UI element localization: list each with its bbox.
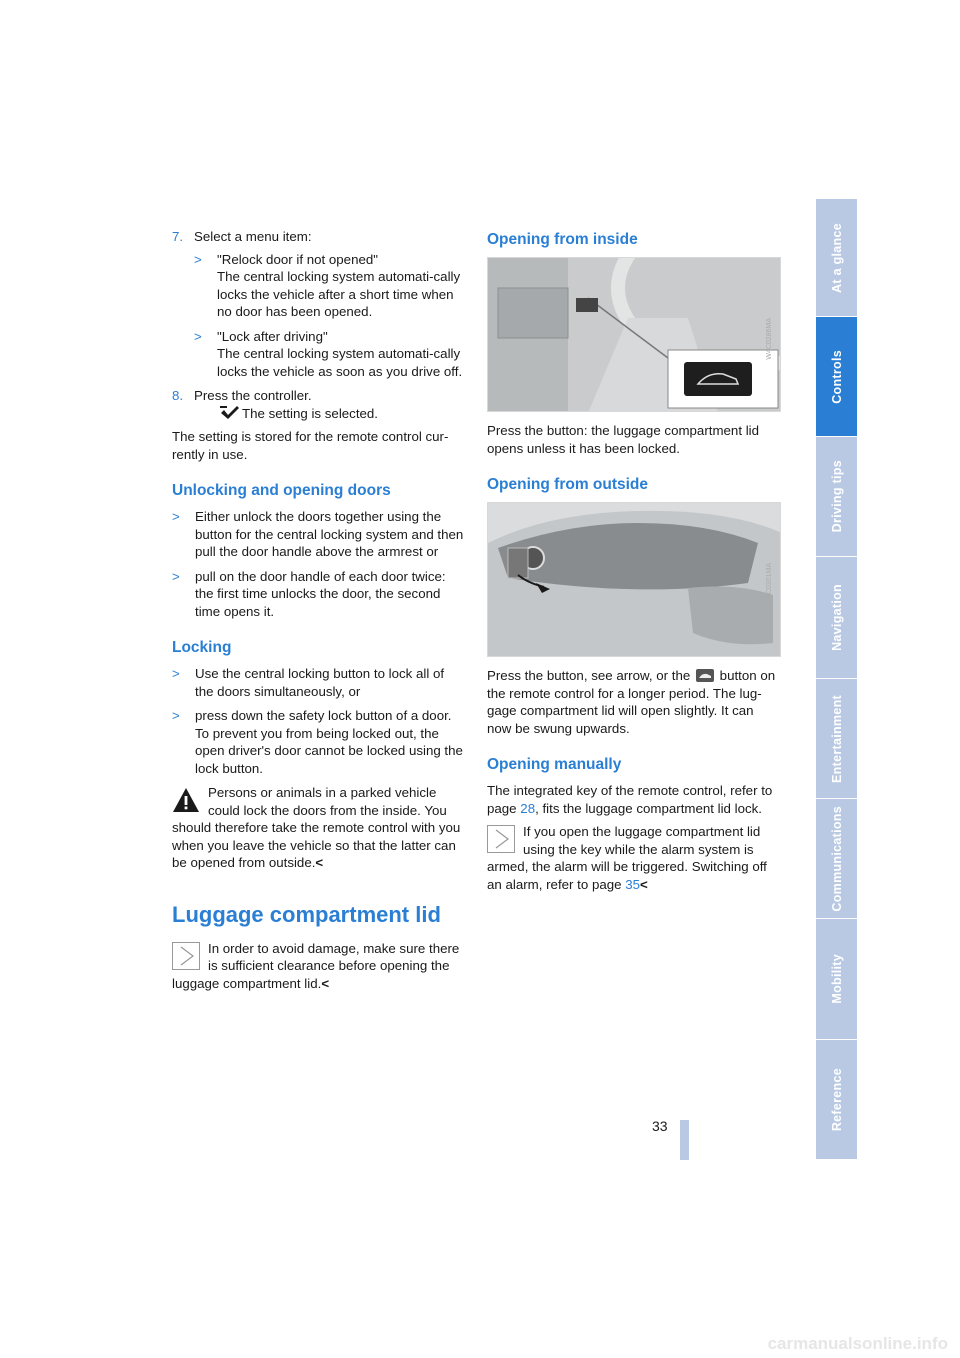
end-mark: < [321,975,330,991]
warning-text: Persons or animals in a parked vehicle could lock the doors from the inside. You should therefore take the remote control with you when you leave the vehicle so that the latter can be opened from outside. [172,785,461,870]
tab-entertainment[interactable] [816,679,857,799]
alarm-text: If you open the luggage compartment lid using the key while the alarm system is armed, the alarm will be triggered. Switching off an alarm, refer to page [487,824,767,892]
bullet-text: pull on the door handle of each door twice: the first time unlocks the door, the second time opens it. [195,568,446,619]
page-link-35[interactable]: 35 [625,876,641,892]
checkmark-icon [220,406,240,420]
manual-text-part2: , fits the luggage compartment lid lock. [535,800,762,816]
note-text: In order to avoid damage, make sure there is sufficient clearance before opening the luggage compartment lid. [172,940,460,991]
manual-text-part1: The integrated key of the remote control, refer to page [487,783,773,816]
tab-label: Reference [829,1067,844,1132]
step-8 [172,387,464,422]
tab-label: At a glance [829,222,844,293]
tab-label: Communications [829,805,844,912]
heading-opening-outside: Opening from outside [487,476,649,493]
tab-controls[interactable] [816,317,857,437]
step-7 [172,228,464,380]
bullet-text: press down the safety lock button of a door. To prevent you from being locked out, the open driver's door cannot be locked using the lock button. [195,708,463,776]
step-text: Press the controller. [194,388,312,403]
tab-navigation[interactable] [816,557,857,679]
warning-icon [172,786,200,814]
outside-text-part1: Press the button, see arrow, or the [487,668,691,683]
end-mark: < [315,855,324,870]
interior-button-photo [487,257,781,412]
bullet-text: Use the central locking button to lock all of the doors simultaneously, or [195,666,445,699]
tab-label: Entertainment [829,694,844,783]
option-lock-after-driving [194,328,464,381]
tab-at-a-glance[interactable] [816,199,857,317]
trunk-illustration [488,503,781,657]
lock-bullet [172,665,464,700]
unlock-bullet [172,508,464,561]
step-number: 8. [172,388,184,403]
selected-line [194,405,464,423]
tab-label: Mobility [829,954,844,1004]
note-icon [172,942,200,970]
option-title: "Lock after driving" [217,328,328,344]
trunk-exterior-photo [487,502,781,657]
bullet-text: Either unlock the doors together using the button for the central locking system and then pull the door handle above the armrest or [195,509,464,559]
lock-bullet [172,707,464,777]
alarm-note [487,823,779,893]
section-tabs [816,199,857,1160]
bullet-glyph: > [172,666,180,681]
warning-note [172,784,464,872]
outside-text [487,667,779,737]
tab-communications[interactable] [816,799,857,919]
option-description: The central locking system automati-cally locks the vehicle as soon as you drive off. [217,346,463,379]
bullet-glyph: > [172,708,180,723]
tab-reference[interactable] [816,1040,857,1160]
heading-opening-manually: Opening manually [487,756,622,773]
end-mark: < [640,876,648,892]
tab-label: Driving tips [829,460,844,533]
option-title: "Relock door if not opened" [217,251,378,267]
trunk-remote-icon [696,669,714,682]
tab-mobility[interactable] [816,919,857,1040]
bullet-glyph: > [194,251,202,267]
outside-text-part2: button on the remote control for a longer period. The lug-gage compartment lid will open slightly. It can now be swung upwards. [487,668,776,736]
interior-illustration [488,258,781,412]
tab-driving-tips[interactable] [816,437,857,557]
step-text: Select a menu item: [194,229,312,244]
inside-text: Press the button: the luggage compartment lid opens unless it has been locked. [487,423,760,456]
tab-label: Navigation [829,584,844,651]
tab-label: Controls [829,349,844,404]
note-icon [487,825,515,853]
right-column [487,228,779,899]
option-relock [194,251,464,321]
left-column [172,228,464,998]
caution-note [172,940,464,993]
page-marker-bar [680,1120,689,1160]
bullet-glyph: > [172,568,180,584]
heading-unlocking: Unlocking and opening doors [172,482,391,499]
image-code: W4C0286MA [765,318,773,360]
step-number: 7. [172,229,184,244]
watermark: carmanualsonline.info [767,1334,948,1353]
selected-text: The setting is selected. [242,405,378,421]
image-code: W4C0301MA [765,563,773,605]
page-number: 33 [652,1118,668,1134]
heading-luggage: Luggage compartment lid [172,901,441,927]
stored-text: The setting is stored for the remote control cur-rently in use. [172,429,449,462]
option-description: The central locking system automati-cally locks the vehicle after a short time when no door has been opened. [217,269,461,319]
page-link-28[interactable]: 28 [520,800,536,816]
bullet-glyph: > [172,509,180,524]
bullet-glyph: > [194,328,202,344]
heading-locking: Locking [172,639,232,656]
heading-opening-inside: Opening from inside [487,231,638,248]
unlock-bullet [172,568,464,621]
manual-text [487,782,779,817]
